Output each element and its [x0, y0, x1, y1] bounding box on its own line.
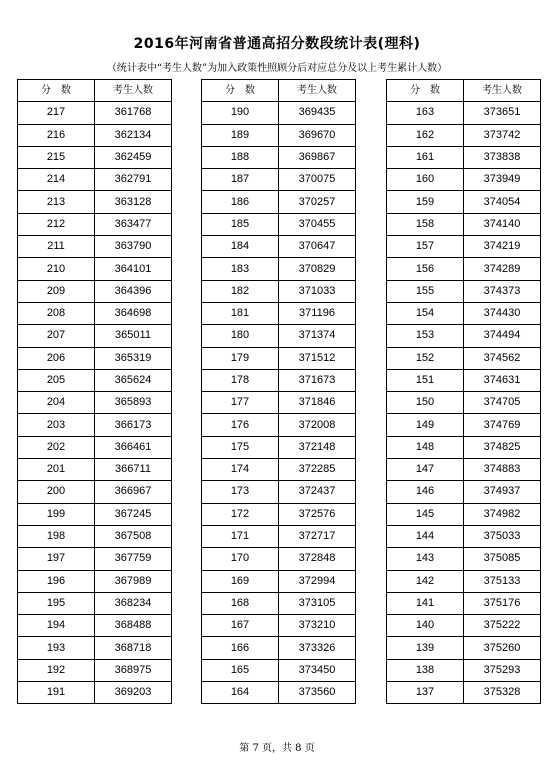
score-cell: 143 — [387, 548, 464, 570]
score-cell: 209 — [18, 280, 95, 302]
count-cell: 374705 — [464, 392, 541, 414]
count-cell: 371846 — [279, 392, 356, 414]
score-cell: 186 — [202, 191, 279, 213]
table-row — [387, 414, 541, 436]
score-cell: 214 — [18, 169, 95, 191]
score-cell: 157 — [387, 236, 464, 258]
score-cell: 217 — [18, 102, 95, 124]
table-row — [387, 637, 541, 659]
table-row — [202, 369, 356, 391]
score-cell: 152 — [387, 347, 464, 369]
count-cell: 374373 — [464, 280, 541, 302]
table-row — [202, 124, 356, 146]
count-cell: 368234 — [95, 592, 172, 614]
count-cell: 365011 — [95, 325, 172, 347]
score-cell: 192 — [18, 659, 95, 681]
count-cell: 375222 — [464, 615, 541, 637]
count-cell: 373949 — [464, 169, 541, 191]
table-row — [18, 503, 172, 525]
count-cell: 367245 — [95, 503, 172, 525]
table-row — [202, 236, 356, 258]
score-cell: 193 — [18, 637, 95, 659]
table-row — [202, 169, 356, 191]
count-cell: 370455 — [279, 213, 356, 235]
count-cell: 368488 — [95, 615, 172, 637]
table-row — [387, 213, 541, 235]
score-cell: 184 — [202, 236, 279, 258]
score-cell: 173 — [202, 481, 279, 503]
count-cell: 367508 — [95, 525, 172, 547]
table-row — [202, 258, 356, 280]
table-header-row — [387, 80, 541, 102]
table-row — [387, 592, 541, 614]
score-table-3 — [386, 79, 541, 704]
table-row — [18, 682, 172, 704]
header-score: 分 数 — [387, 80, 464, 102]
count-cell: 372285 — [279, 459, 356, 481]
count-cell: 374562 — [464, 347, 541, 369]
score-cell: 165 — [202, 659, 279, 681]
score-cell: 163 — [387, 102, 464, 124]
score-cell: 169 — [202, 570, 279, 592]
table-row — [202, 481, 356, 503]
table-row — [18, 258, 172, 280]
table-row — [18, 124, 172, 146]
table-row — [387, 258, 541, 280]
count-cell: 363477 — [95, 213, 172, 235]
score-cell: 187 — [202, 169, 279, 191]
score-cell: 149 — [387, 414, 464, 436]
table-row — [387, 436, 541, 458]
table-row — [202, 548, 356, 570]
table-row — [387, 191, 541, 213]
count-cell: 373210 — [279, 615, 356, 637]
table-row — [387, 124, 541, 146]
count-cell: 372994 — [279, 570, 356, 592]
count-cell: 374769 — [464, 414, 541, 436]
count-cell: 371196 — [279, 302, 356, 324]
table-row — [202, 459, 356, 481]
count-cell: 374883 — [464, 459, 541, 481]
score-cell: 171 — [202, 525, 279, 547]
table-row — [387, 459, 541, 481]
table-row — [387, 525, 541, 547]
count-cell: 374937 — [464, 481, 541, 503]
count-cell: 365319 — [95, 347, 172, 369]
table-row — [202, 213, 356, 235]
score-cell: 146 — [387, 481, 464, 503]
count-cell: 371374 — [279, 325, 356, 347]
score-cell: 185 — [202, 213, 279, 235]
header-score: 分 数 — [202, 80, 279, 102]
score-cell: 211 — [18, 236, 95, 258]
score-cell: 180 — [202, 325, 279, 347]
page-subtitle: （统计表中“考生人数”为加入政策性照顾分后对应总分及以上考生累计人数） — [106, 63, 448, 74]
table-row — [202, 592, 356, 614]
table-row — [202, 325, 356, 347]
score-cell: 148 — [387, 436, 464, 458]
score-cell: 147 — [387, 459, 464, 481]
table-row — [18, 347, 172, 369]
count-cell: 375260 — [464, 637, 541, 659]
table-row — [387, 392, 541, 414]
count-cell: 366173 — [95, 414, 172, 436]
table-row — [202, 503, 356, 525]
count-cell: 371033 — [279, 280, 356, 302]
count-cell: 362459 — [95, 146, 172, 168]
count-cell: 369867 — [279, 146, 356, 168]
score-cell: 208 — [18, 302, 95, 324]
count-cell: 366461 — [95, 436, 172, 458]
score-cell: 141 — [387, 592, 464, 614]
table-row — [387, 503, 541, 525]
score-cell: 205 — [18, 369, 95, 391]
score-cell: 207 — [18, 325, 95, 347]
score-cell: 166 — [202, 637, 279, 659]
table-header-row — [18, 80, 172, 102]
table-row — [18, 392, 172, 414]
score-cell: 153 — [387, 325, 464, 347]
score-cell: 145 — [387, 503, 464, 525]
score-table-2 — [201, 79, 356, 704]
count-cell: 370257 — [279, 191, 356, 213]
table-row — [202, 436, 356, 458]
count-cell: 362134 — [95, 124, 172, 146]
score-cell: 199 — [18, 503, 95, 525]
score-cell: 215 — [18, 146, 95, 168]
count-cell: 366711 — [95, 459, 172, 481]
count-cell: 364396 — [95, 280, 172, 302]
score-cell: 183 — [202, 258, 279, 280]
score-cell: 158 — [387, 213, 464, 235]
table-row — [18, 169, 172, 191]
score-cell: 190 — [202, 102, 279, 124]
count-cell: 375033 — [464, 525, 541, 547]
count-cell: 364101 — [95, 258, 172, 280]
score-table-1 — [17, 79, 172, 704]
count-cell: 373651 — [464, 102, 541, 124]
score-cell: 162 — [387, 124, 464, 146]
table-row — [202, 191, 356, 213]
table-row — [387, 570, 541, 592]
table-row — [18, 570, 172, 592]
score-cell: 202 — [18, 436, 95, 458]
score-cell: 194 — [18, 615, 95, 637]
score-cell: 144 — [387, 525, 464, 547]
table-row — [387, 548, 541, 570]
score-cell: 167 — [202, 615, 279, 637]
score-cell: 155 — [387, 280, 464, 302]
count-cell: 374054 — [464, 191, 541, 213]
score-cell: 206 — [18, 347, 95, 369]
count-cell: 362791 — [95, 169, 172, 191]
table-row — [18, 459, 172, 481]
page-footer: 第 7 页，共 8 页 — [239, 743, 315, 754]
count-cell: 373105 — [279, 592, 356, 614]
score-cell: 216 — [18, 124, 95, 146]
table-row — [202, 525, 356, 547]
score-cell: 197 — [18, 548, 95, 570]
score-cell: 170 — [202, 548, 279, 570]
table-row — [18, 637, 172, 659]
score-cell: 188 — [202, 146, 279, 168]
score-cell: 196 — [18, 570, 95, 592]
table-row — [18, 414, 172, 436]
table-row — [387, 169, 541, 191]
count-cell: 361768 — [95, 102, 172, 124]
table-row — [202, 347, 356, 369]
score-cell: 161 — [387, 146, 464, 168]
score-cell: 189 — [202, 124, 279, 146]
score-cell: 210 — [18, 258, 95, 280]
count-cell: 372008 — [279, 414, 356, 436]
table-row — [18, 592, 172, 614]
count-cell: 373326 — [279, 637, 356, 659]
count-cell: 374982 — [464, 503, 541, 525]
count-cell: 366967 — [95, 481, 172, 503]
score-cell: 201 — [18, 459, 95, 481]
count-cell: 364698 — [95, 302, 172, 324]
table-row — [18, 525, 172, 547]
score-cell: 156 — [387, 258, 464, 280]
score-cell: 176 — [202, 414, 279, 436]
count-cell: 369203 — [95, 682, 172, 704]
score-cell: 179 — [202, 347, 279, 369]
table-row — [202, 302, 356, 324]
score-cell: 164 — [202, 682, 279, 704]
score-cell: 168 — [202, 592, 279, 614]
table-row — [387, 325, 541, 347]
score-cell: 212 — [18, 213, 95, 235]
score-cell: 160 — [387, 169, 464, 191]
table-row — [18, 236, 172, 258]
table-header-row — [202, 80, 356, 102]
table-row — [387, 347, 541, 369]
table-row — [202, 637, 356, 659]
score-cell: 195 — [18, 592, 95, 614]
count-cell: 372848 — [279, 548, 356, 570]
score-cell: 172 — [202, 503, 279, 525]
score-cell: 204 — [18, 392, 95, 414]
count-cell: 363128 — [95, 191, 172, 213]
count-cell: 375085 — [464, 548, 541, 570]
score-cell: 140 — [387, 615, 464, 637]
table-row — [202, 659, 356, 681]
score-cell: 142 — [387, 570, 464, 592]
table-row — [387, 280, 541, 302]
header-count: 考生人数 — [464, 80, 541, 102]
table-row — [18, 280, 172, 302]
count-cell: 368975 — [95, 659, 172, 681]
count-cell: 367759 — [95, 548, 172, 570]
count-cell: 373742 — [464, 124, 541, 146]
table-row — [18, 436, 172, 458]
score-cell: 200 — [18, 481, 95, 503]
score-cell: 154 — [387, 302, 464, 324]
table-row — [387, 146, 541, 168]
score-cell: 178 — [202, 369, 279, 391]
table-row — [387, 369, 541, 391]
table-row — [202, 392, 356, 414]
count-cell: 372437 — [279, 481, 356, 503]
table-row — [18, 325, 172, 347]
table-row — [18, 302, 172, 324]
count-cell: 374219 — [464, 236, 541, 258]
score-cell: 151 — [387, 369, 464, 391]
count-cell: 375176 — [464, 592, 541, 614]
count-cell: 372148 — [279, 436, 356, 458]
count-cell: 375293 — [464, 659, 541, 681]
header-count: 考生人数 — [279, 80, 356, 102]
table-row — [18, 548, 172, 570]
table-row — [18, 146, 172, 168]
table-row — [202, 102, 356, 124]
count-cell: 375133 — [464, 570, 541, 592]
table-row — [202, 146, 356, 168]
table-row — [387, 236, 541, 258]
count-cell: 374430 — [464, 302, 541, 324]
table-row — [387, 481, 541, 503]
count-cell: 373560 — [279, 682, 356, 704]
table-row — [202, 414, 356, 436]
count-cell: 374289 — [464, 258, 541, 280]
score-cell: 159 — [387, 191, 464, 213]
table-row — [202, 570, 356, 592]
count-cell: 375328 — [464, 682, 541, 704]
table-row — [387, 302, 541, 324]
score-cell: 182 — [202, 280, 279, 302]
table-row — [18, 615, 172, 637]
count-cell: 369435 — [279, 102, 356, 124]
count-cell: 374494 — [464, 325, 541, 347]
score-cell: 137 — [387, 682, 464, 704]
score-cell: 203 — [18, 414, 95, 436]
score-cell: 174 — [202, 459, 279, 481]
count-cell: 363790 — [95, 236, 172, 258]
count-cell: 372717 — [279, 525, 356, 547]
count-cell: 369670 — [279, 124, 356, 146]
count-cell: 371673 — [279, 369, 356, 391]
score-cell: 175 — [202, 436, 279, 458]
score-cell: 177 — [202, 392, 279, 414]
table-row — [387, 682, 541, 704]
table-row — [387, 102, 541, 124]
score-cell: 198 — [18, 525, 95, 547]
table-row — [18, 102, 172, 124]
count-cell: 368718 — [95, 637, 172, 659]
table-row — [18, 481, 172, 503]
count-cell: 365893 — [95, 392, 172, 414]
score-cell: 150 — [387, 392, 464, 414]
score-cell: 181 — [202, 302, 279, 324]
table-row — [202, 682, 356, 704]
table-row — [18, 191, 172, 213]
score-cell: 191 — [18, 682, 95, 704]
count-cell: 370075 — [279, 169, 356, 191]
header-score: 分 数 — [18, 80, 95, 102]
count-cell: 365624 — [95, 369, 172, 391]
score-cell: 138 — [387, 659, 464, 681]
count-cell: 370647 — [279, 236, 356, 258]
count-cell: 374140 — [464, 213, 541, 235]
count-cell: 373838 — [464, 146, 541, 168]
table-row — [387, 615, 541, 637]
table-row — [202, 280, 356, 302]
score-cell: 139 — [387, 637, 464, 659]
page-title: 2016年河南省普通高招分数段统计表(理科) — [133, 36, 421, 52]
header-count: 考生人数 — [95, 80, 172, 102]
count-cell: 374825 — [464, 436, 541, 458]
count-cell: 374631 — [464, 369, 541, 391]
score-cell: 213 — [18, 191, 95, 213]
count-cell: 372576 — [279, 503, 356, 525]
table-row — [387, 659, 541, 681]
count-cell: 367989 — [95, 570, 172, 592]
table-row — [18, 213, 172, 235]
count-cell: 373450 — [279, 659, 356, 681]
table-row — [18, 659, 172, 681]
count-cell: 370829 — [279, 258, 356, 280]
table-row — [18, 369, 172, 391]
table-row — [202, 615, 356, 637]
count-cell: 371512 — [279, 347, 356, 369]
